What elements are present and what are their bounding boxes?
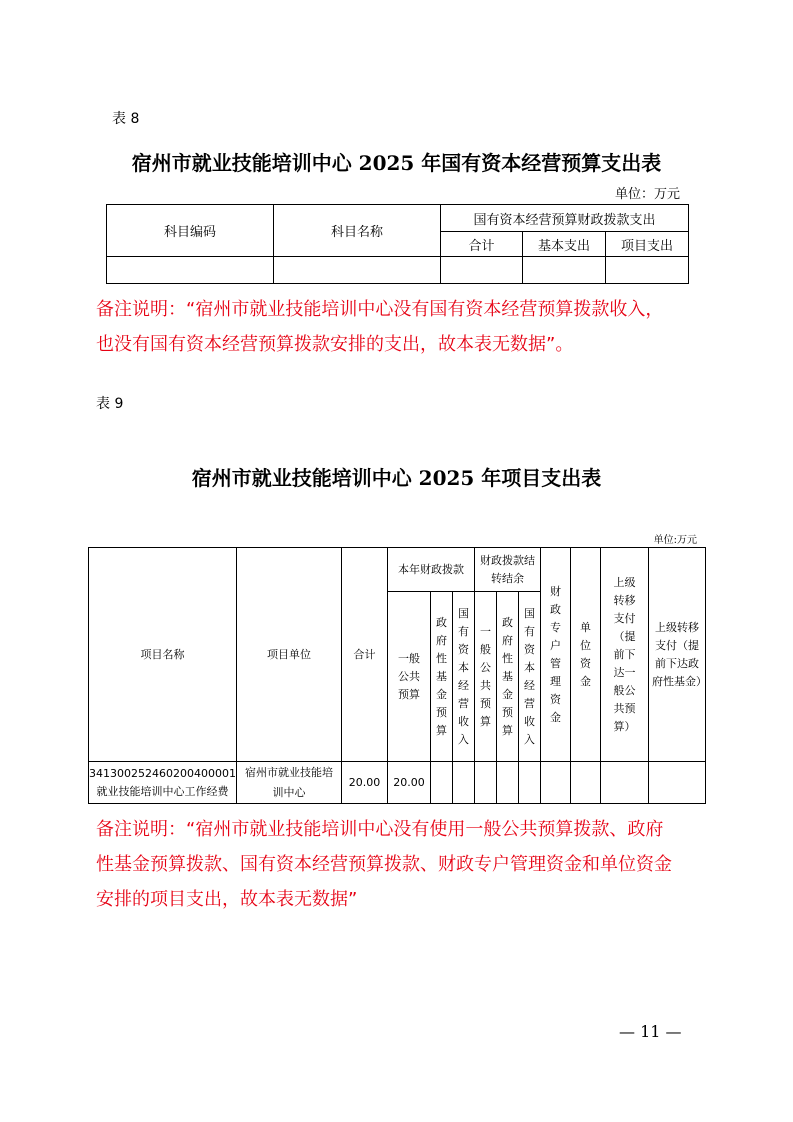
table8-header-group: 国有资本经营预算财政拨款支出: [441, 205, 689, 232]
table9-header-upper-general: 上级转移支付（提前下达一般公共预算）: [601, 548, 649, 762]
table9-header-gov-fund: 政府性基金预算: [431, 592, 453, 762]
table9-header-carry-general: 一般公共预算: [475, 592, 497, 762]
table9-cell-project-unit: 宿州市就业技能培训中心: [237, 762, 342, 804]
table-cell: [107, 257, 274, 284]
table-cell: [274, 257, 441, 284]
table9-unit: 单位:万元: [653, 535, 697, 546]
table9-header-state-capital: 国有资本经营收入: [453, 592, 475, 762]
table9-header-current-group: 本年财政拨款: [388, 548, 475, 592]
table-cell: [453, 762, 475, 804]
table9: [88, 547, 706, 804]
table-cell: [541, 762, 571, 804]
table8-title: 宿州市就业技能培训中心 2025 年国有资本经营预算支出表: [131, 151, 662, 175]
table9-project-title: 就业技能培训中心工作经费: [96, 784, 229, 798]
table9-header-total: 合计: [342, 548, 388, 762]
table8-label: 表 8: [112, 111, 140, 127]
table-cell: [601, 762, 649, 804]
table8-header-total: 合计: [441, 232, 523, 257]
table9-title: 宿州市就业技能培训中心 2025 年项目支出表: [191, 466, 602, 490]
table-cell: [497, 762, 519, 804]
table8-header-name: 科目名称: [274, 205, 441, 257]
table9-header-fiscal-special: 财政专户管理资金: [541, 548, 571, 762]
table9-header-unit-funds: 单位资金: [571, 548, 601, 762]
table-cell: [519, 762, 541, 804]
table-row: [89, 762, 706, 804]
table-cell: [571, 762, 601, 804]
table9-label: 表 9: [96, 396, 124, 412]
table8-header-basic: 基本支出: [523, 232, 606, 257]
table9-note-line2: 性基金预算拨款、国有资本经营预算拨款、财政专户管理资金和单位资金: [96, 854, 672, 875]
table9-header-upper-gov-fund: 上级转移支付（提前下达政府性基金）: [649, 548, 706, 762]
table8-empty-row: [107, 257, 689, 284]
table9-note: [96, 812, 672, 917]
table8-header-code: 科目编码: [107, 205, 274, 257]
table9-cell-general-public: 20.00: [388, 762, 431, 804]
table8-note: [96, 292, 663, 362]
table8-header-project: 项目支出: [606, 232, 689, 257]
table-cell: [431, 762, 453, 804]
table8-unit: 单位：万元: [614, 187, 680, 202]
table8-note-line2: 也没有国有资本经营预算拨款安排的支出，故本表无数据”。: [96, 334, 574, 355]
table9-note-line1: 备注说明：“宿州市就业技能培训中心没有使用一般公共预算拨款、政府: [96, 819, 664, 840]
table-cell: [606, 257, 689, 284]
table9-header-project-name: 项目名称: [89, 548, 237, 762]
table9-header-general-public: 一般公共预算: [388, 592, 431, 762]
table9-note-line3: 安排的项目支出，故本表无数据”: [96, 889, 358, 910]
table9-header-project-unit: 项目单位: [237, 548, 342, 762]
table8: [106, 204, 689, 284]
table9-header-carry-state-capital: 国有资本经营收入: [519, 592, 541, 762]
page-number: — 11 —: [619, 1022, 682, 1041]
table-cell: [441, 257, 523, 284]
table-cell: [475, 762, 497, 804]
table9-cell-project-name: [89, 762, 237, 804]
table9-project-code: 341300252460200400001: [89, 766, 236, 780]
table8-note-line1: 备注说明：“宿州市就业技能培训中心没有国有资本经营预算拨款收入，: [96, 299, 664, 320]
table9-cell-total: 20.00: [342, 762, 388, 804]
table9-header-carry-group: 财政拨款结转结余: [475, 548, 541, 592]
table-cell: [649, 762, 706, 804]
table9-header-carry-gov-fund: 政府性基金预算: [497, 592, 519, 762]
table-cell: [523, 257, 606, 284]
